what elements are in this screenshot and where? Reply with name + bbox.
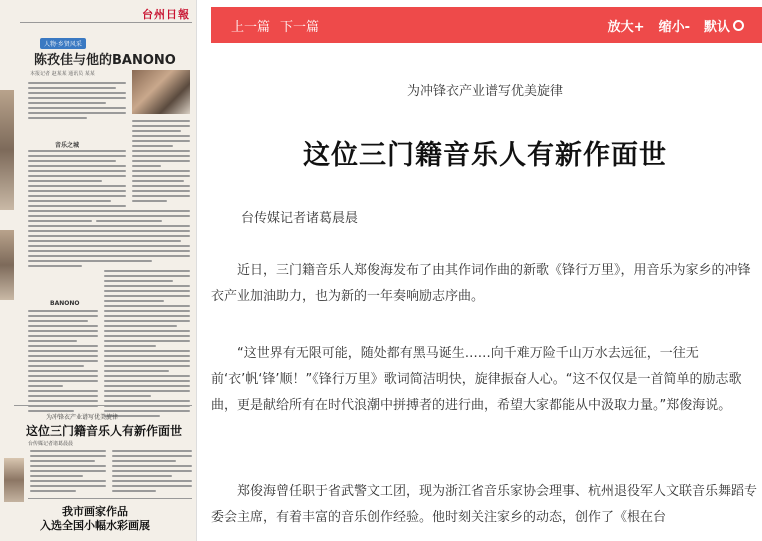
default-size-button[interactable] bbox=[704, 16, 744, 35]
thumbnail-headline-1[interactable]: 陈孜佳与他的BANONO bbox=[34, 53, 176, 68]
article-paragraph: “这世界有无限可能，随处都有黑马诞生……向千难万险千山万水去远征，一往无前‘衣’帆‘锋’顺！”《锋行万里》歌词简洁明快，旋律振奋人心。“这不仅仅是一首简单的励志歌曲，更是献给所有在时代浪潮中拼搏者的进行曲，希望大家都能从中汲取力量。”郑俊海说。 bbox=[211, 346, 742, 413]
portrait-photo bbox=[132, 70, 190, 114]
thumbnail-headline-2[interactable]: 这位三门籍音乐人有新作面世 bbox=[26, 424, 183, 438]
thumbnail-subhead: BANONO bbox=[50, 300, 80, 307]
photo-edge bbox=[0, 230, 14, 300]
section-tag: 人物·乡贤风采 bbox=[40, 38, 86, 49]
divider bbox=[14, 405, 192, 406]
font-size-controls bbox=[608, 16, 744, 35]
text-column bbox=[96, 210, 190, 265]
text-column bbox=[112, 450, 192, 495]
text-column bbox=[30, 450, 106, 495]
default-size-label: 默认 bbox=[703, 19, 730, 35]
divider bbox=[28, 498, 192, 499]
thumbnail-byline-2: 台传媒记者诸葛晨晨 bbox=[28, 441, 74, 447]
thumbnail-kicker-2: 为冲锋衣产业谱写优美旋律 bbox=[46, 414, 119, 421]
thumbnail-subhead: 音乐之城 bbox=[55, 142, 80, 149]
article-reporter: 台传媒记者诸葛晨晨 bbox=[241, 211, 359, 226]
thumbnail-headline-3-line-1: 我市画家作品 bbox=[62, 505, 128, 518]
next-article-link[interactable]: 下一篇 bbox=[280, 19, 320, 35]
article-paragraph: 郑俊海曾任职于省武警文工团，现为浙江省音乐家协会理事、杭州退役军人文联音乐舞蹈专委会主席，有着丰富的音乐创作经验。他时刻关注家乡的动态，创作了《根在台 bbox=[211, 484, 758, 525]
article-navigation bbox=[231, 16, 319, 35]
article-toolbar bbox=[211, 7, 762, 43]
article-paragraph: 近日，三门籍音乐人郑俊海发布了由其作词作曲的新歌《锋行万里》，用音乐为家乡的冲锋衣产业加油助力，也为新的一年奏响励志序曲。 bbox=[211, 263, 751, 304]
text-column bbox=[28, 310, 98, 415]
text-column bbox=[28, 82, 126, 122]
circle-icon bbox=[733, 20, 744, 31]
previous-article-link[interactable]: 上一篇 bbox=[231, 19, 271, 35]
thumbnail-headline-3[interactable] bbox=[40, 505, 150, 533]
article-title: 这位三门籍音乐人有新作面世 bbox=[303, 140, 667, 171]
article-photo bbox=[4, 458, 24, 502]
text-column bbox=[132, 120, 190, 205]
photo-edge bbox=[0, 90, 14, 210]
divider bbox=[20, 22, 192, 23]
zoom-out-button[interactable]: 缩小- bbox=[658, 19, 690, 35]
thumbnail-byline-1: 本报记者 赵某某 通讯员 某某 bbox=[30, 71, 95, 77]
zoom-in-button[interactable]: 放大+ bbox=[607, 19, 645, 35]
newspaper-page-thumbnail[interactable] bbox=[0, 0, 197, 541]
thumbnail-headline-3-line-2: 入选全国小幅水彩画展 bbox=[40, 519, 150, 532]
text-column bbox=[104, 270, 190, 420]
newspaper-masthead: 台州日報 bbox=[142, 8, 190, 21]
article-kicker: 为冲锋衣产业谱写优美旋律 bbox=[406, 84, 563, 99]
